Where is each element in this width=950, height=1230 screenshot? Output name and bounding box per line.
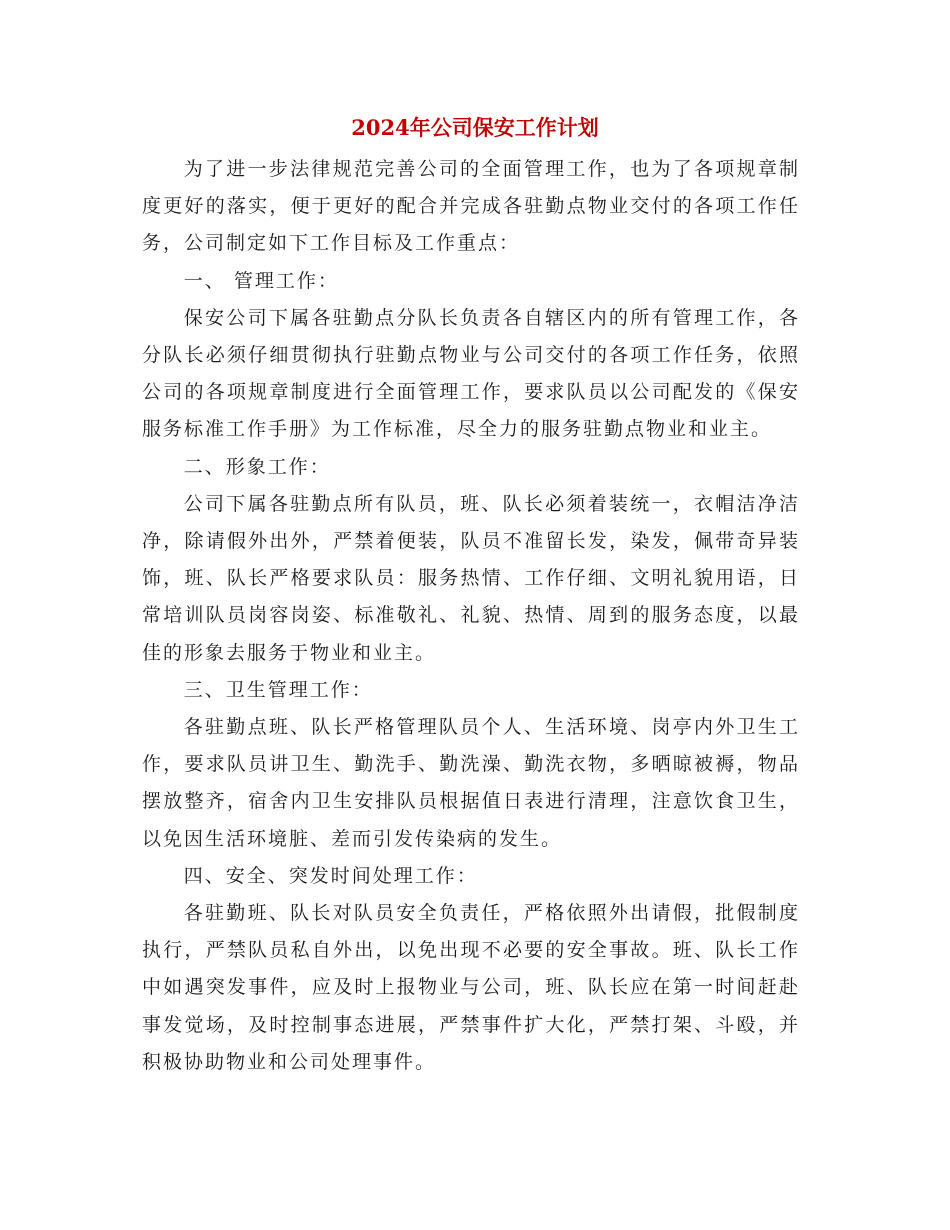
document-title: 2024年公司保安工作计划 [351, 115, 599, 140]
section-paragraph-safety: 各驻勤班、队长对队员安全负责任，严格依照外出请假，批假制度执行，严禁队员私自外出，以免出现不必要的安全事故。班、队长工作中如遇突发事件，应及时上报物业与公司，班、队长应在第一时间赶赴事发觉场，及时控制事态进展，严禁事件扩大化，严禁打架、斗殴，并积极协助物业和公司处理事件。 [142, 902, 800, 1073]
section-heading-management: 一、 管理工作： [183, 269, 339, 292]
section-heading-image: 二、形象工作： [183, 455, 331, 478]
section-paragraph-management: 保安公司下属各驻勤点分队长负责各自辖区内的所有管理工作，各分队长必须仔细贯彻执行驻勤点物业与公司交付的各项工作任务，依照公司的各项规章制度进行全面管理工作，要求队员以公司配发的《保安服务标准工作手册》为工作标准，尽全力的服务驻勤点物业和业主。 [142, 306, 800, 441]
section-heading-hygiene: 三、卫生管理工作： [183, 678, 373, 701]
document-body [142, 151, 800, 1081]
section-paragraph-image: 公司下属各驻勤点所有队员，班、队长必须着装统一，衣帽洁净洁净，除请假外出外，严禁着便装，队员不准留长发，染发，佩带奇异装饰，班、队长严格要求队员：服务热情、工作仔细、文明礼貌用语，日常培训队员岗容岗姿、标准敬礼、礼貌、热情、周到的服务态度，以最佳的形象去服务于物业和业主。 [142, 492, 800, 664]
section-heading-safety: 四、安全、突发时间处理工作： [183, 864, 478, 887]
intro-paragraph: 为了进一步法律规范完善公司的全面管理工作，也为了各项规章制度更好的落实，便于更好的配合并完成各驻勤点物业交付的各项工作任务，公司制定如下工作目标及工作重点： [142, 158, 800, 255]
section-paragraph-hygiene: 各驻勤点班、队长严格管理队员个人、生活环境、岗亭内外卫生工作，要求队员讲卫生、勤洗手、勤洗澡、勤洗衣物，多晒晾被褥，物品摆放整齐，宿舍内卫生安排队员根据值日表进行清理，注意饮食卫生，以免因生活环境脏、差而引发传染病的发生。 [142, 716, 800, 850]
